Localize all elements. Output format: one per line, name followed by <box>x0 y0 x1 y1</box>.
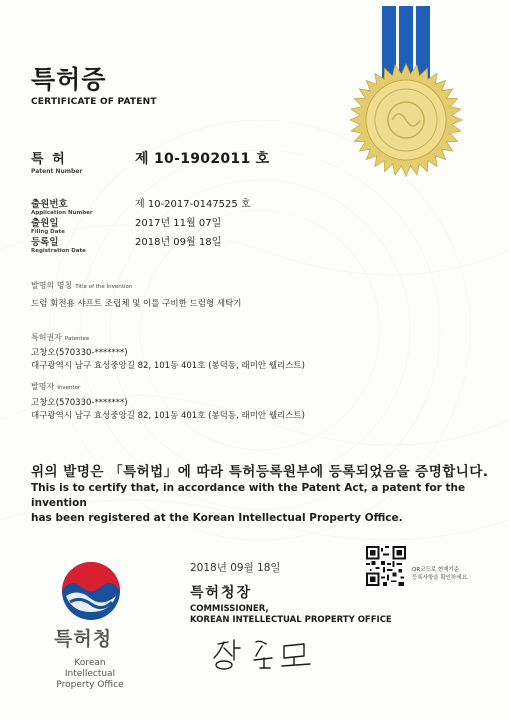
qr-caption-line1: QR코드로 현재기준 <box>412 567 460 573</box>
registration-date-label <box>31 234 86 254</box>
commissioner-en-line1: COMMISSIONER, <box>190 604 269 614</box>
kipo-logo-icon <box>60 560 122 622</box>
inventor-label-ko: 발명자 <box>31 382 55 391</box>
inventor-name: 고창오(570330-*******) <box>31 398 128 408</box>
registration-date-label-ko: 등록일 <box>31 237 59 248</box>
invention-label-ko: 발명의 명칭 <box>31 281 73 290</box>
application-number-label-en: Application Number <box>31 210 93 216</box>
patent-number-value: 제 10-1902011 호 <box>135 151 270 167</box>
gold-seal-with-ribbon <box>340 0 490 195</box>
certification-statement-ko: 위의 발명은 「특허법」에 따라 특허등록원부에 등록되었음을 증명합니다. <box>31 464 489 480</box>
filing-date-label <box>31 215 65 235</box>
commissioner-title: 특허청장 <box>190 585 253 601</box>
qr-code-icon[interactable] <box>366 546 406 586</box>
patentee-label <box>31 332 89 343</box>
application-number-value: 제 10-2017-0147525 호 <box>135 199 251 210</box>
certification-statement-en <box>31 481 491 526</box>
filing-date-label-en: Filing Date <box>31 229 65 235</box>
certification-en-line1: This is to certify that, in accordance with the Patent Act, a patent for the invention <box>31 482 466 509</box>
registration-date-label-en: Registration Date <box>31 248 86 254</box>
filing-date-value: 2017년 11월 07일 <box>135 218 222 229</box>
invention-title: 드럼 회전용 샤프트 조립체 및 이를 구비한 드럼형 세탁기 <box>31 299 242 309</box>
patentee-address: 대구광역시 남구 효성중앙길 82, 101동 401호 (봉덕동, 래미안 웰리스트) <box>31 361 305 371</box>
certificate-subtitle: CERTIFICATE OF PATENT <box>31 97 157 107</box>
issue-date: 2018년 09월 18일 <box>190 562 281 574</box>
qr-caption-line2: 등록사항을 확인하세요. <box>412 575 469 581</box>
patentee-label-en: Patentee <box>64 336 90 342</box>
filing-date-label-ko: 출원일 <box>31 218 59 229</box>
qr-caption <box>412 566 469 582</box>
certification-en-line2: has been registered at the Korean Intellectual Property Office. <box>31 512 403 524</box>
application-number-label-ko: 출원번호 <box>31 199 68 210</box>
application-number-label <box>31 196 93 216</box>
office-name-ko: 특허청 <box>54 628 113 650</box>
registration-date-value: 2018년 09월 18일 <box>135 237 222 248</box>
patent-number-label: 특 허 <box>31 152 67 167</box>
invention-title-label <box>31 280 132 291</box>
office-name-en-line2: Property Office <box>56 680 124 690</box>
commissioner-en-line2: KOREAN INTELLECTUAL PROPERTY OFFICE <box>190 615 392 625</box>
office-name-en <box>55 658 125 691</box>
inventor-label <box>31 381 80 392</box>
commissioner-title-en <box>190 604 392 626</box>
office-name-en-line1: Korean Intellectual <box>64 658 116 679</box>
inventor-address: 대구광역시 남구 효성중앙길 82, 101동 401호 (봉덕동, 래미안 웰리스트) <box>31 411 305 421</box>
invention-label-en: Title of the Invention <box>75 284 133 290</box>
seal-starburst <box>350 64 462 176</box>
certificate-title: 특허증 <box>31 65 107 94</box>
inventor-label-en: Inventor <box>57 385 81 391</box>
patentee-label-ko: 특허권자 <box>31 333 62 342</box>
patentee-name: 고창오(570330-*******) <box>31 348 128 358</box>
commissioner-signature <box>210 634 320 674</box>
patent-number-label-en: Patent Number <box>31 168 83 175</box>
